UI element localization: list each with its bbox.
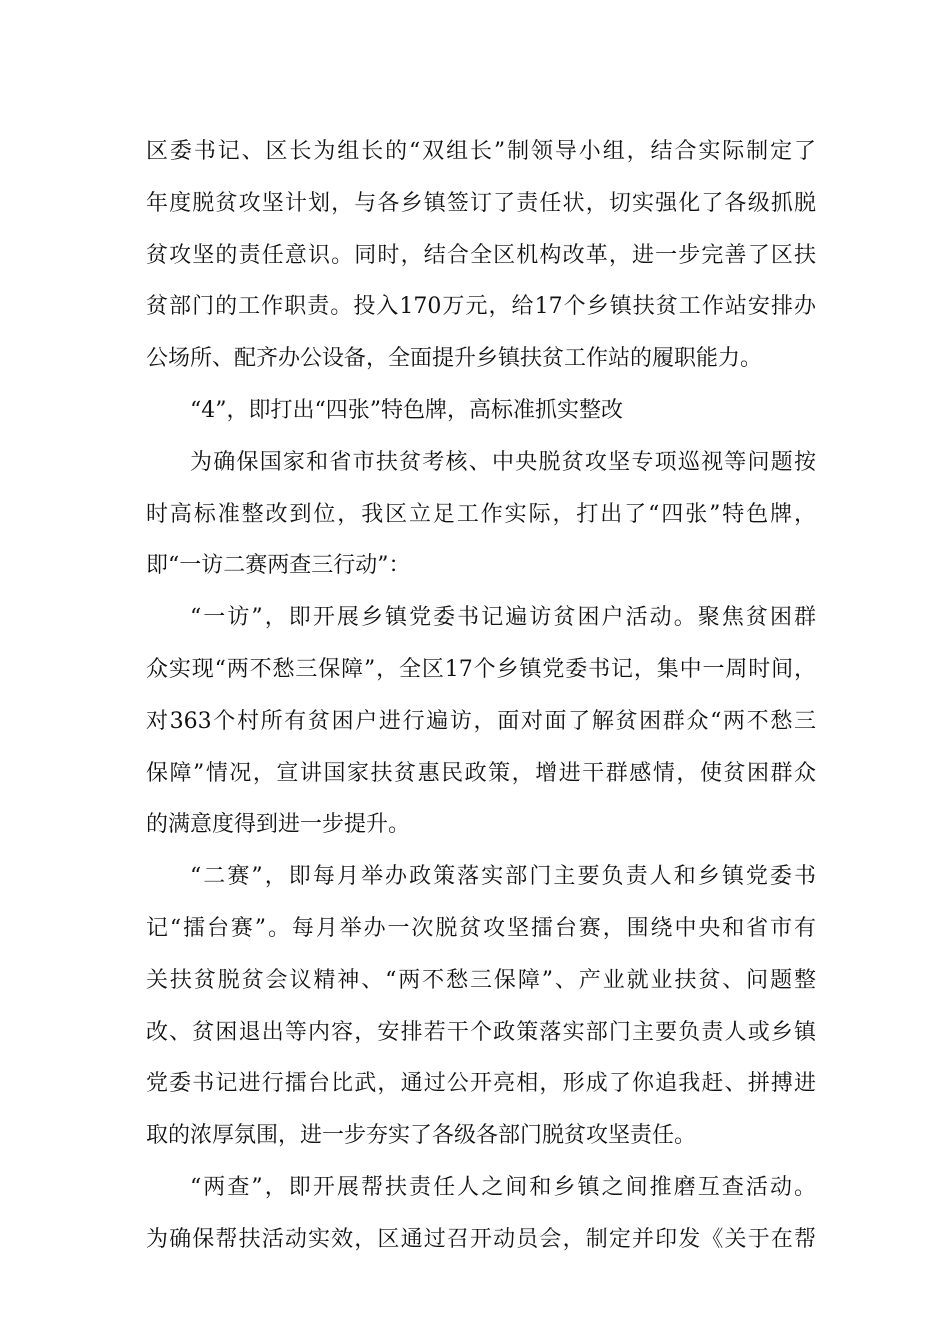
text-line: 取的浓厚氛围，进一步夯实了各级各部门脱贫攻坚责任。 (146, 1123, 697, 1149)
text-line: 为确保帮扶活动实效，区通过召开动员会，制定并印发《关于在帮 (146, 1226, 816, 1252)
text-line: 为确保国家和省市扶贫考核、中央脱贫攻坚专项巡视等问题按 (190, 449, 816, 475)
text-line: 年度脱贫攻坚计划，与各乡镇签订了责任状，切实强化了各级抓脱 (146, 190, 816, 216)
text-line: 贫部门的工作职责。投入170万元，给17个乡镇扶贫工作站安排办 (146, 294, 816, 320)
section-heading: “4”，即打出“四张”特色牌，高标准抓实整改 (190, 397, 623, 423)
text-line: 贫攻坚的责任意识。同时，结合全区机构改革，进一步完善了区扶 (146, 242, 816, 268)
text-line: 即“一访二赛两查三行动”： (146, 553, 411, 579)
text-line: “一访”，即开展乡镇党委书记遍访贫困户活动。聚焦贫困群 (190, 605, 816, 631)
text-line: 区委书记、区长为组长的“双组长”制领导小组，结合实际制定了 (146, 139, 816, 164)
text-line: “二赛”，即每月举办政策落实部门主要负责人和乡镇党委书 (190, 864, 816, 890)
text-line: 改、贫困退出等内容，安排若干个政策落实部门主要负责人或乡镇 (146, 1019, 816, 1045)
text-line: 关扶贫脱贫会议精神、“两不愁三保障”、产业就业扶贫、问题整 (146, 967, 816, 993)
text-line: 众实现“两不愁三保障”，全区17个乡镇党委书记，集中一周时间， (146, 656, 816, 682)
text-line: 党委书记进行擂台比武，通过公开亮相，形成了你追我赶、拼搏进 (146, 1071, 816, 1097)
text-line: 公场所、配齐办公设备，全面提升乡镇扶贫工作站的履职能力。 (146, 346, 763, 372)
text-line: 保障”情况，宣讲国家扶贫惠民政策，增进干群感情，使贫困群众 (146, 760, 816, 786)
text-line: 对363个村所有贫困户进行遍访，面对面了解贫困群众“两不愁三 (146, 708, 816, 734)
text-line: 时高标准整改到位，我区立足工作实际，打出了“四张”特色牌， (146, 501, 816, 527)
text-line: “两查”，即开展帮扶责任人之间和乡镇之间推磨互查活动。 (190, 1174, 816, 1200)
text-line: 的满意度得到进一步提升。 (146, 812, 411, 838)
text-line: 记“擂台赛”。每月举办一次脱贫攻坚擂台赛，围绕中央和省市有 (146, 915, 816, 941)
document-body (146, 126, 816, 1266)
